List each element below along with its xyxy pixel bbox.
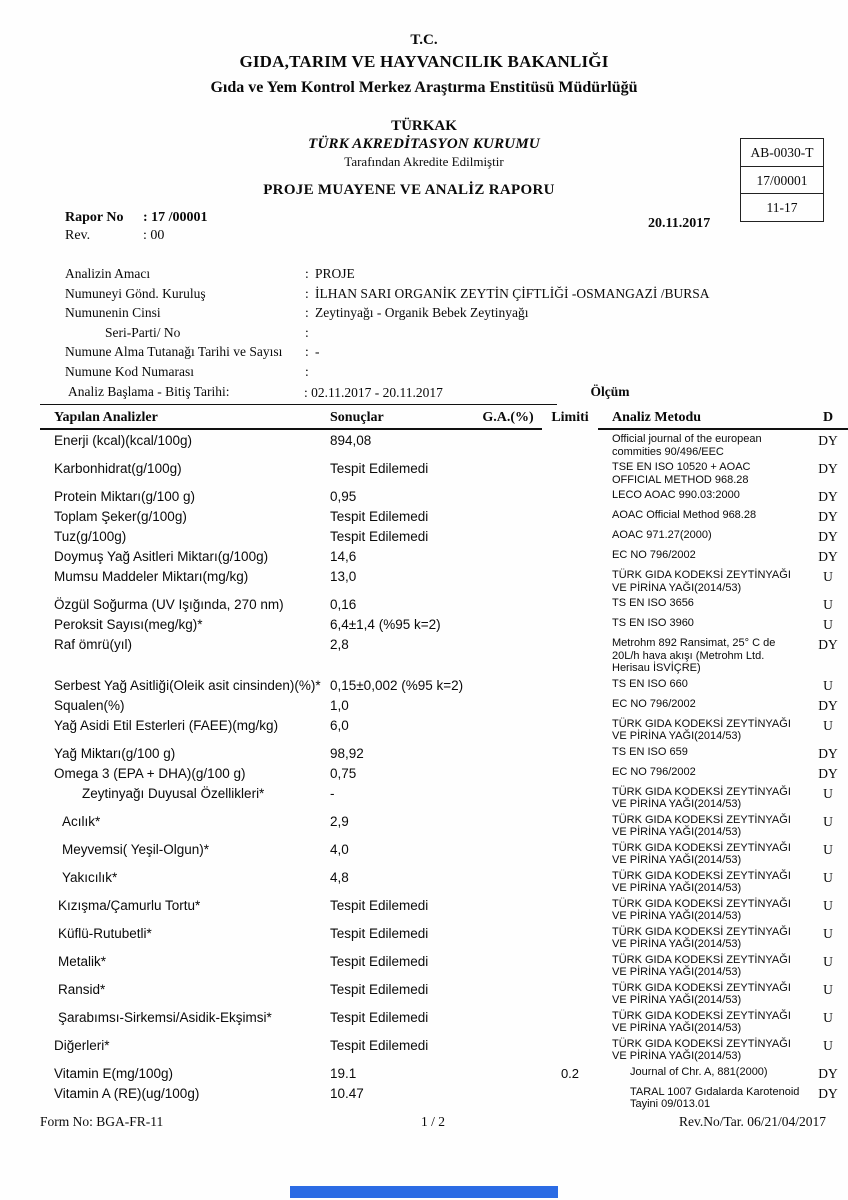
method-cell: TS EN ISO 3656 <box>612 597 694 609</box>
d-cell: U <box>823 1037 833 1053</box>
result-cell: 98,92 <box>330 745 364 761</box>
d-cell: DY <box>818 489 838 504</box>
report-title: PROJE MUAYENE VE ANALİZ RAPORU <box>263 182 555 198</box>
analysis-row <box>40 717 848 745</box>
result-cell: 14,6 <box>330 549 357 564</box>
method-cell: TS EN ISO 3960 <box>612 617 694 629</box>
analysis-name-cell: Peroksit Sayısı(meg/kg)* <box>54 617 203 632</box>
method-cell: TS EN ISO 659 <box>612 745 688 758</box>
col-header-method: Analiz Metodu <box>612 410 702 425</box>
analysis-name-cell: Karbonhidrat(g/100g) <box>54 461 182 476</box>
analysis-row <box>40 568 848 596</box>
info-label: Numune Alma Tutanağı Tarihi ve Sayısı <box>65 344 283 359</box>
colon: : <box>305 285 309 301</box>
d-cell: U <box>823 981 833 997</box>
rev-label: Rev. <box>65 228 91 243</box>
method-cell: AOAC Official Method 968.28 <box>612 509 757 521</box>
d-cell: DY <box>818 697 838 713</box>
analysis-row <box>40 953 848 981</box>
analysis-row <box>40 765 848 785</box>
colon: : <box>305 305 309 320</box>
analysis-row <box>40 636 848 677</box>
d-cell: DY <box>818 461 838 476</box>
d-cell: U <box>823 813 833 829</box>
result-cell: Tespit Edilemedi <box>330 897 429 913</box>
institute-name: Gıda ve Yem Kontrol Merkez Araştırma Enstitüsü Müdürlüğü <box>210 79 638 96</box>
d-cell: U <box>823 1009 833 1025</box>
method-cell: TÜRK GIDA KODEKSİ ZEYTİNYAĞI VE PİRİNA YAĞI(2014/53) <box>612 717 791 742</box>
report-date: 20.11.2017 <box>648 216 711 231</box>
d-cell: U <box>823 925 833 941</box>
method-cell: TÜRK GIDA KODEKSİ ZEYTİNYAĞI VE PİRİNA YAĞI(2014/53) <box>612 841 791 866</box>
limit-cell: 0.2 <box>560 1065 580 1081</box>
analysis-name-cell: Squalen(%) <box>54 697 125 713</box>
analysis-name-cell: Kızışma/Çamurlu Tortu* <box>58 897 201 913</box>
d-cell: DY <box>818 509 838 524</box>
col-header-analyses: Yapılan Analizler <box>54 410 158 425</box>
result-cell: 0,75 <box>330 765 357 781</box>
analysis-name-cell: Yakıcılık* <box>62 869 118 885</box>
analysis-row <box>40 981 848 1009</box>
page-number: 1 / 2 <box>420 1114 445 1129</box>
report-no-label: Rapor No <box>65 210 124 225</box>
analysis-name-cell: Vitamin E(mg/100g) <box>54 1065 174 1081</box>
report-number-block <box>65 210 208 246</box>
d-cell: U <box>823 785 833 801</box>
info-row <box>65 264 805 284</box>
info-row <box>65 284 805 304</box>
state-abbrev: T.C. <box>410 32 438 48</box>
analysis-row <box>40 841 848 869</box>
accreditation-report-no: 17/00001 <box>740 166 824 195</box>
result-cell: 13,0 <box>330 569 357 584</box>
info-label: Seri-Parti/ No <box>105 324 181 340</box>
analysis-name-cell: Diğerleri* <box>54 1037 110 1053</box>
method-cell: TÜRK GIDA KODEKSİ ZEYTİNYAĞI VE PİRİNA YAĞI(2014/53) <box>612 869 791 894</box>
method-cell: EC NO 796/2002 <box>612 765 696 778</box>
colon: : <box>305 324 309 340</box>
info-row <box>65 303 805 323</box>
footer-revision: Rev.No/Tar. 06/21/04/2017 <box>678 1114 826 1129</box>
method-cell: TÜRK GIDA KODEKSİ ZEYTİNYAĞI VE PİRİNA YAĞI(2014/53) <box>612 981 791 1006</box>
analysis-name-cell: Zeytinyağı Duyusal Özellikleri* <box>82 785 265 801</box>
col-header-results: Sonuçlar <box>330 410 384 425</box>
result-cell: Tespit Edilemedi <box>330 953 429 969</box>
report-no-value: 17 /00001 <box>151 210 208 225</box>
analysis-name-cell: Raf ömrü(yıl) <box>54 637 133 652</box>
analysis-period-label: Analiz Başlama - Bitiş Tarihi: <box>68 384 230 399</box>
analysis-row <box>40 548 848 568</box>
d-cell: U <box>823 869 833 885</box>
analysis-row <box>40 508 848 528</box>
d-cell: U <box>823 617 833 632</box>
info-value: İLHAN SARI ORGANİK ZEYTİN ÇİFTLİĞİ -OSMANGAZİ /BURSA <box>315 285 710 301</box>
analysis-name-cell: Küflü-Rutubetli* <box>58 925 152 941</box>
analysis-row <box>40 697 848 717</box>
analysis-row <box>40 813 848 841</box>
method-cell: TS EN ISO 660 <box>612 677 688 690</box>
result-cell: 4,0 <box>330 841 349 857</box>
analysis-row <box>40 432 848 460</box>
analysis-row <box>40 1065 848 1085</box>
table-body <box>40 432 848 1113</box>
analysis-row <box>40 1037 848 1065</box>
result-cell: 2,8 <box>330 637 349 652</box>
analysis-name-cell: Enerji (kcal)(kcal/100g) <box>54 433 193 448</box>
method-cell: Official journal of the european commities 90/496/EEC <box>612 433 762 458</box>
col-header-d: D <box>822 410 834 425</box>
sample-info-section <box>65 264 805 381</box>
analysis-row <box>40 677 848 697</box>
d-cell: DY <box>818 1085 838 1101</box>
info-row <box>65 362 805 382</box>
col-header-limit: Limiti <box>551 410 589 425</box>
analysis-name-cell: Metalik* <box>58 953 107 969</box>
d-cell: U <box>823 897 833 913</box>
result-cell: Tespit Edilemedi <box>330 529 429 544</box>
analysis-row <box>40 897 848 925</box>
analysis-name-cell: Yağ Miktarı(g/100 g) <box>54 745 176 761</box>
d-cell: U <box>823 717 833 733</box>
colon: : <box>305 266 309 281</box>
analysis-row <box>40 1085 848 1113</box>
info-row <box>65 323 805 343</box>
header-rule-top <box>40 404 557 405</box>
d-cell: DY <box>818 549 838 564</box>
analysis-name-cell: Meyvemsi( Yeşil-Olgun)* <box>62 841 210 857</box>
form-no: Form No: BGA-FR-11 <box>40 1114 164 1129</box>
accreditation-date-code: 11-17 <box>740 193 824 222</box>
analysis-name-cell: Şarabımsı-Sirkemsi/Asidik-Ekşimsi* <box>58 1009 272 1025</box>
colon: : <box>305 363 309 379</box>
info-label: Numunenin Cinsi <box>65 305 161 320</box>
result-cell: 4,8 <box>330 869 349 885</box>
result-cell: 894,08 <box>330 433 372 448</box>
result-cell: Tespit Edilemedi <box>330 1037 429 1053</box>
colon: : <box>143 228 147 243</box>
rev-row <box>65 228 208 246</box>
result-cell: Tespit Edilemedi <box>330 925 429 941</box>
rev-value: 00 <box>150 228 165 243</box>
analysis-name-cell: Acılık* <box>62 813 101 829</box>
d-cell: DY <box>818 433 838 448</box>
d-cell: U <box>823 569 833 584</box>
accreditation-box <box>740 138 824 222</box>
analysis-period-row <box>40 384 848 404</box>
method-cell: TSE EN ISO 10520 + AOAC OFFICIAL METHOD 968.28 <box>612 461 751 486</box>
analysis-name-cell: Protein Miktarı(g/100 g) <box>54 489 196 504</box>
accredited-by-text: Tarafından Akredite Edilmiştir <box>344 154 504 169</box>
info-label: Analizin Amacı <box>65 266 151 281</box>
d-cell: DY <box>818 745 838 761</box>
d-cell: U <box>823 597 833 612</box>
info-label: Numuneyi Gönd. Kuruluş <box>65 285 206 301</box>
d-cell: DY <box>818 529 838 544</box>
ministry-name: GIDA,TARIM VE HAYVANCILIK BAKANLIĞI <box>239 52 609 71</box>
result-cell: 0,15±0,002 (%95 k=2) <box>330 677 464 693</box>
analysis-name-cell: Vitamin A (RE)(ug/100g) <box>54 1085 200 1101</box>
result-cell: 2,9 <box>330 813 349 829</box>
info-value: PROJE <box>315 266 355 281</box>
method-cell: Journal of Chr. A, 881(2000) <box>630 1065 768 1078</box>
d-cell: DY <box>818 637 838 652</box>
result-cell: 1,0 <box>330 697 349 713</box>
result-cell: 0,16 <box>330 597 357 612</box>
method-cell: TARAL 1007 Gıdalarda Karotenoid Tayini 09/013.01 <box>630 1085 800 1110</box>
analysis-row <box>40 460 848 488</box>
analysis-row <box>40 785 848 813</box>
analysis-row <box>40 596 848 616</box>
method-cell: TÜRK GIDA KODEKSİ ZEYTİNYAĞI VE PİRİNA YAĞI(2014/53) <box>612 1037 791 1062</box>
result-cell: 0,95 <box>330 489 357 504</box>
analysis-row <box>40 616 848 636</box>
turkak-abbrev: TÜRKAK <box>391 118 457 134</box>
analysis-name-cell: Ransid* <box>58 981 106 997</box>
analysis-row <box>40 528 848 548</box>
limit-header-top: Ölçüm <box>590 384 630 399</box>
info-value: - <box>315 344 320 359</box>
result-cell: Tespit Edilemedi <box>330 461 429 476</box>
d-cell: U <box>823 841 833 857</box>
analysis-name-cell: Toplam Şeker(g/100g) <box>54 509 187 524</box>
table-header-row <box>40 406 848 426</box>
method-cell: Metrohm 892 Ransimat, 25° C de 20L/h hava akışı (Metrohm Ltd. Herisau İSVİÇRE) <box>612 637 776 674</box>
analysis-row <box>40 488 848 508</box>
analysis-name-cell: Omega 3 (EPA + DHA)(g/100 g) <box>54 765 246 781</box>
info-label: Numune Kod Numarası <box>65 363 194 379</box>
header-rule-bottom-right <box>598 428 848 430</box>
accreditation-code: AB-0030-T <box>740 138 824 167</box>
method-cell: TÜRK GIDA KODEKSİ ZEYTİNYAĞI VE PİRİNA YAĞI(2014/53) <box>612 925 791 950</box>
method-cell: TÜRK GIDA KODEKSİ ZEYTİNYAĞI VE PİRİNA YAĞI(2014/53) <box>612 953 791 978</box>
method-cell: TÜRK GIDA KODEKSİ ZEYTİNYAĞI VE PİRİNA YAĞI(2014/53) <box>612 785 791 810</box>
analysis-name-cell: Mumsu Maddeler Miktarı(mg/kg) <box>54 569 249 584</box>
method-cell: TÜRK GIDA KODEKSİ ZEYTİNYAĞI VE PİRİNA YAĞI(2014/53) <box>612 813 791 838</box>
method-cell: TÜRK GIDA KODEKSİ ZEYTİNYAĞI VE PİRİNA YAĞI(2014/53) <box>612 897 791 922</box>
analysis-row <box>40 869 848 897</box>
analysis-name-cell: Özgül Soğurma (UV Işığında, 270 nm) <box>54 597 284 612</box>
analysis-name-cell: Serbest Yağ Asitliği(Oleik asit cinsinden)(%)* <box>54 677 321 693</box>
report-no-row <box>65 210 208 228</box>
colon: : <box>143 210 148 225</box>
analysis-row <box>40 1009 848 1037</box>
analysis-row <box>40 925 848 953</box>
result-cell: - <box>330 785 335 801</box>
d-cell: U <box>823 677 833 693</box>
analysis-name-cell: Yağ Asidi Etil Esterleri (FAEE)(mg/kg) <box>54 717 279 733</box>
result-cell: Tespit Edilemedi <box>330 1009 429 1025</box>
turkak-full-name: TÜRK AKREDİTASYON KURUMU <box>308 136 540 152</box>
analysis-period-value: : 02.11.2017 - 20.11.2017 <box>304 385 443 400</box>
method-cell: EC NO 796/2002 <box>612 697 696 710</box>
result-cell: 10.47 <box>330 1085 364 1101</box>
colon: : <box>305 344 309 359</box>
d-cell: U <box>823 953 833 969</box>
result-cell: 6,0 <box>330 717 349 733</box>
result-cell: 6,4±1,4 (%95 k=2) <box>330 617 441 632</box>
analysis-name-cell: Tuz(g/100g) <box>54 529 127 544</box>
d-cell: DY <box>818 765 838 781</box>
header-rule-bottom-left <box>40 428 542 430</box>
method-cell: AOAC 971.27(2000) <box>612 529 712 541</box>
bottom-blue-bar <box>290 1186 558 1198</box>
result-cell: Tespit Edilemedi <box>330 509 429 524</box>
result-cell: 19.1 <box>330 1065 357 1081</box>
d-cell: DY <box>818 1065 838 1081</box>
method-cell: TÜRK GIDA KODEKSİ ZEYTİNYAĞI VE PİRİNA YAĞI(2014/53) <box>612 1009 791 1034</box>
method-cell: EC NO 796/2002 <box>612 549 696 561</box>
analysis-name-cell: Doymuş Yağ Asitleri Miktarı(g/100g) <box>54 549 269 564</box>
result-cell: Tespit Edilemedi <box>330 981 429 997</box>
method-cell: LECO AOAC 990.03:2000 <box>612 489 740 501</box>
method-cell: TÜRK GIDA KODEKSİ ZEYTİNYAĞI VE PİRİNA YAĞI(2014/53) <box>612 569 791 594</box>
ministry-header <box>0 32 848 170</box>
col-header-ga: G.A.(%) <box>482 410 534 425</box>
info-row <box>65 342 805 362</box>
info-value: Zeytinyağı - Organik Bebek Zeytinyağı <box>315 305 529 320</box>
results-table <box>40 384 848 1113</box>
analysis-row <box>40 745 848 765</box>
